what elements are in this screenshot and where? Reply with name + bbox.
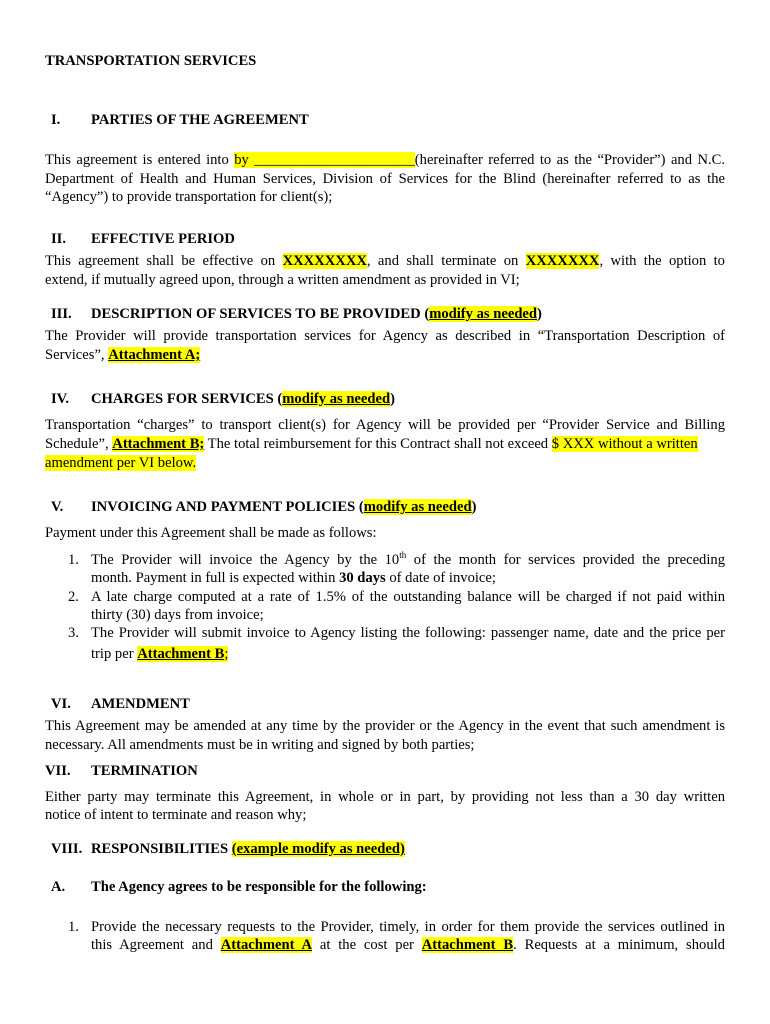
highlight-span: modify as needed xyxy=(429,306,538,322)
highlight-span: (example modify as needed) xyxy=(231,841,405,857)
highlight-span: Attachment A xyxy=(220,937,313,953)
text-span: , and shall terminate on xyxy=(366,253,526,269)
section-number: I. xyxy=(51,112,61,128)
list-item-line: thirty (30) days from invoice; xyxy=(91,607,264,623)
paragraph-line: Transportation “charges” to transport client(s) for Agency will be provided per “Provider Service and Billing xyxy=(45,417,725,433)
text-span: CHARGES FOR SERVICES ( xyxy=(91,391,283,407)
section-title xyxy=(91,498,476,516)
highlight-span: ; xyxy=(224,646,229,662)
text-span: ) xyxy=(537,306,542,322)
list-number: 3. xyxy=(68,625,79,641)
section-number: IV. xyxy=(51,391,69,407)
paragraph-line: Department of Health and Human Services, Division of Services for the Blind (hereinafter referred to as the xyxy=(45,171,725,187)
section-number: VII. xyxy=(45,763,71,779)
text-span: This agreement shall be effective on xyxy=(45,253,283,269)
paragraph-line: Payment under this Agreement shall be made as follows: xyxy=(45,525,377,541)
text-span: of date of invoice; xyxy=(385,570,496,586)
list-number: 2. xyxy=(68,589,79,605)
paragraph-line xyxy=(45,151,725,169)
paragraph-line: This Agreement may be amended at any time by the provider or the Agency in the event that such amendment is xyxy=(45,718,725,734)
highlight-span: Attachment B; xyxy=(112,436,205,452)
section-number: III. xyxy=(51,306,72,322)
paragraph-line xyxy=(45,346,200,364)
text-span: ) xyxy=(390,391,395,407)
section-number: VIII. xyxy=(51,841,83,857)
text-span: This agreement is entered into xyxy=(45,152,235,168)
text-span: , with the option to xyxy=(599,253,725,269)
text-span: INVOICING AND PAYMENT POLICIES ( xyxy=(91,499,364,515)
paragraph-line: notice of intent to terminate and reason why; xyxy=(45,807,307,823)
text-span: . Requests at a minimum, should xyxy=(513,937,725,953)
section-number: II. xyxy=(51,231,67,247)
highlight-span: Attachment B xyxy=(137,646,225,662)
section-number: VI. xyxy=(51,696,71,712)
text-span: RESPONSIBILITIES xyxy=(91,841,232,857)
section-title: TERMINATION xyxy=(91,763,198,779)
paragraph-line xyxy=(45,252,725,270)
document-title: TRANSPORTATION SERVICES xyxy=(45,53,257,69)
list-item-line: A late charge computed at a rate of 1.5% of the outstanding balance will be charged if not paid within xyxy=(91,589,725,605)
section-title: AMENDMENT xyxy=(91,696,190,712)
section-title: EFFECTIVE PERIOD xyxy=(91,231,235,247)
text-span: ) xyxy=(471,499,477,515)
text-span: month. Payment in full is expected within xyxy=(91,570,340,586)
section-number: V. xyxy=(51,499,64,515)
paragraph-line: necessary. All amendments must be in writing and signed by both parties; xyxy=(45,737,475,753)
subsection-title: The Agency agrees to be responsible for the following: xyxy=(91,879,427,895)
text-span: of the month for services provided the preceding xyxy=(406,552,725,568)
superscript: th xyxy=(399,550,407,561)
highlight-span: modify as needed xyxy=(282,391,391,407)
section-title xyxy=(91,390,395,408)
paragraph-line: The Provider will provide transportation services for Agency as described in “Transportation Description of xyxy=(45,328,725,344)
paragraph-line xyxy=(45,454,196,472)
list-item-line xyxy=(91,569,496,587)
list-item-line: Provide the necessary requests to the Provider, timely, in order for them provide the services outlined in xyxy=(91,919,725,935)
list-item-line xyxy=(91,936,725,954)
bold-span: 30 days xyxy=(339,570,386,586)
paragraph-line xyxy=(45,435,698,453)
highlight-span: XXXXXXX xyxy=(525,253,600,269)
highlight-span: amendment per VI below. xyxy=(45,455,197,471)
highlight-span: by ______________________ xyxy=(234,152,415,168)
paragraph-line: extend, if mutually agreed upon, through a written amendment as provided in VI; xyxy=(45,272,520,288)
text-span: The Provider will invoice the Agency by the 10 xyxy=(91,552,400,568)
list-item-line xyxy=(91,645,228,663)
text-span: at the cost per xyxy=(312,937,422,953)
list-item-line: The Provider will submit invoice to Agency listing the following: passenger name, date and the price per xyxy=(91,625,725,641)
paragraph-line: Either party may terminate this Agreement, in whole or in part, by providing not less than a 30 day written xyxy=(45,789,725,805)
highlight-span: modify as needed xyxy=(363,499,472,515)
text-span: The total reimbursement for this Contract shall not exceed xyxy=(204,436,552,452)
list-number: 1. xyxy=(68,552,79,568)
list-number: 1. xyxy=(68,919,79,935)
section-title: PARTIES OF THE AGREEMENT xyxy=(91,112,309,128)
highlight-span: XXXXXXXX xyxy=(282,253,367,269)
section-title xyxy=(91,305,542,323)
text-span: DESCRIPTION OF SERVICES TO BE PROVIDED ( xyxy=(91,306,430,322)
text-span: Schedule”, xyxy=(45,436,113,452)
text-span: trip per xyxy=(91,646,138,662)
text-span: this Agreement and xyxy=(91,937,221,953)
section-title xyxy=(91,840,405,858)
highlight-span: $ XXX without a written xyxy=(551,436,698,452)
paragraph-line: “Agency”) to provide transportation for client(s); xyxy=(45,189,333,205)
text-span: (hereinafter referred to as the “Provider”) and N.C. xyxy=(414,152,726,168)
highlight-span: Attachment A; xyxy=(108,347,201,363)
list-item-line xyxy=(91,551,725,569)
subsection-letter: A. xyxy=(51,879,66,895)
highlight-span: Attachment B xyxy=(421,937,514,953)
text-span: Services”, xyxy=(45,347,109,363)
